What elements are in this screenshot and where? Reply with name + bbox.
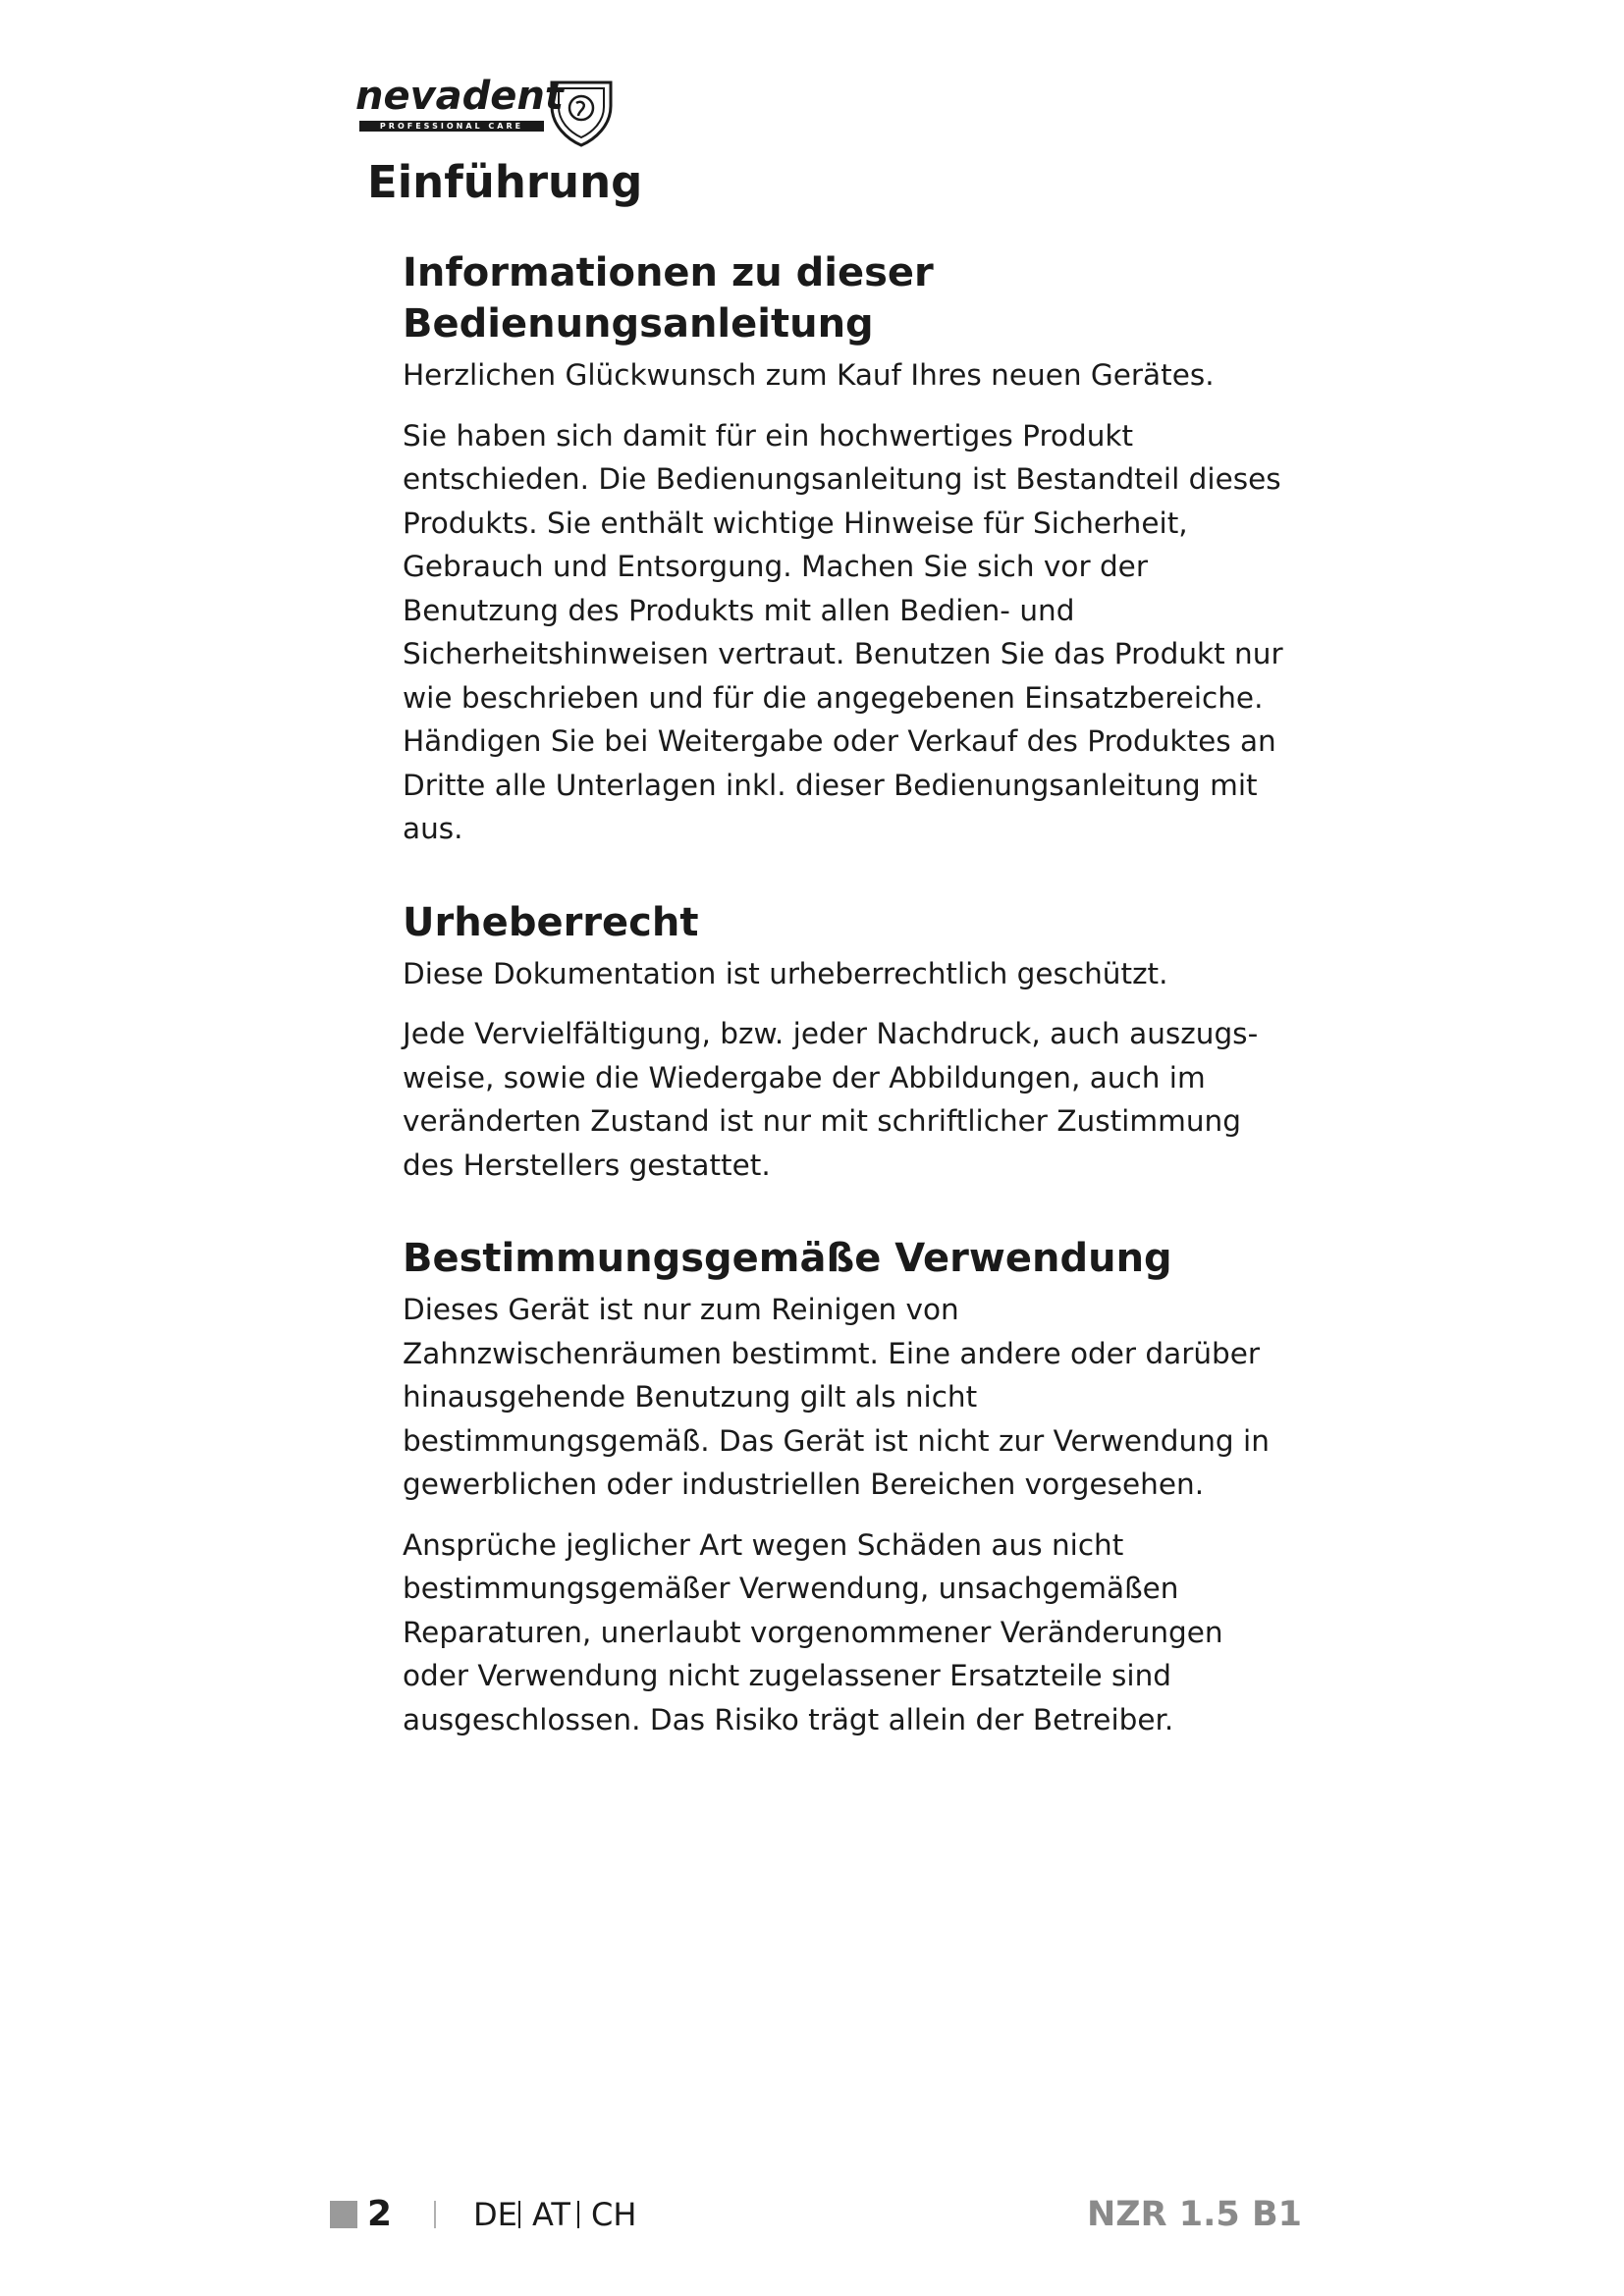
paragraph: Herzlichen Glückwunsch zum Kauf Ihres neuen Gerätes. bbox=[403, 358, 1215, 392]
page-section-title: Einführung bbox=[367, 156, 643, 208]
page-footer bbox=[330, 2191, 1302, 2238]
footer-divider bbox=[434, 2201, 436, 2228]
model-number: NZR 1.5 B1 bbox=[1086, 2195, 1302, 2234]
paragraph: Ansprüche jeglicher Art wegen Schäden aus nicht bestimmungsgemäßer Verwendung, unsachgemäßen Reparaturen, unerlaubt vorgenommener Veränderungen oder Verwendung nicht zugelassener Ersatzteile sind ausgeschlossen. Das Risiko trägt allein der Betreiber. bbox=[403, 1527, 1223, 1736]
paragraph: Diese Dokumentation ist urheberrechtlich geschützt. bbox=[403, 956, 1168, 990]
country-code-at: AT bbox=[532, 2196, 570, 2233]
document-body bbox=[403, 247, 1286, 1741]
country-code-ch: CH bbox=[591, 2196, 637, 2233]
country-code-de: DE bbox=[473, 2196, 517, 2233]
heading-line: Informationen zu dieser bbox=[403, 250, 934, 295]
page-number: 2 bbox=[367, 2194, 393, 2234]
footer-divider bbox=[518, 2201, 520, 2228]
brand-name: nevadent bbox=[355, 74, 565, 119]
shield-emblem-icon bbox=[548, 77, 615, 147]
brand-tagline: PROFESSIONAL CARE bbox=[359, 121, 544, 132]
paragraph: Dieses Gerät ist nur zum Reinigen von Zahnzwischenräumen bestimmt. Eine andere oder darüber hinausgehende Benutzung gilt als nicht bestimmungsgemäß. Das Gerät ist nicht zur Verwendung in gewerblichen oder industriellen Bereichen vorgesehen. bbox=[403, 1293, 1270, 1501]
paragraph: Jede Vervielfältigung, bzw. jeder Nachdruck, auch auszugsweise, sowie die Wiedergabe der Abbildungen, auch im veränderten Zustand ist nur mit schriftlicher Zustimmung des Herstellers gestattet. bbox=[403, 1017, 1259, 1182]
heading-bedienungsanleitung-info bbox=[403, 247, 1286, 349]
footer-square-marker bbox=[330, 2201, 357, 2228]
footer-divider bbox=[577, 2201, 579, 2228]
brand-logo bbox=[355, 75, 621, 149]
paragraph: Sie haben sich damit für ein hochwertiges Produkt entschieden. Die Bedienungsanleitung ist Bestandteil dieses Produkts. Sie enthält wichtige Hinweise für Sicherheit, Gebrauch und Entsorgung. Machen Sie sich vor der Benutzung des Produkts mit allen Bedien- und Sicherheitshinweisen vertraut. Benutzen Sie das Produkt nur wie beschrieben und für die angegebenen Einsatzbereiche. Händigen Sie bei Weitergabe oder Verkauf des Produktes an Dritte alle Unterlagen inkl. dieser Bedienungsanleitung mit aus. bbox=[403, 418, 1283, 845]
heading-line: Bedienungsanleitung bbox=[403, 301, 874, 347]
heading-bestimmungsgemaesse-verwendung: Bestimmungsgemäße Verwendung bbox=[403, 1236, 1172, 1281]
heading-urheberrecht: Urheberrecht bbox=[403, 899, 699, 945]
